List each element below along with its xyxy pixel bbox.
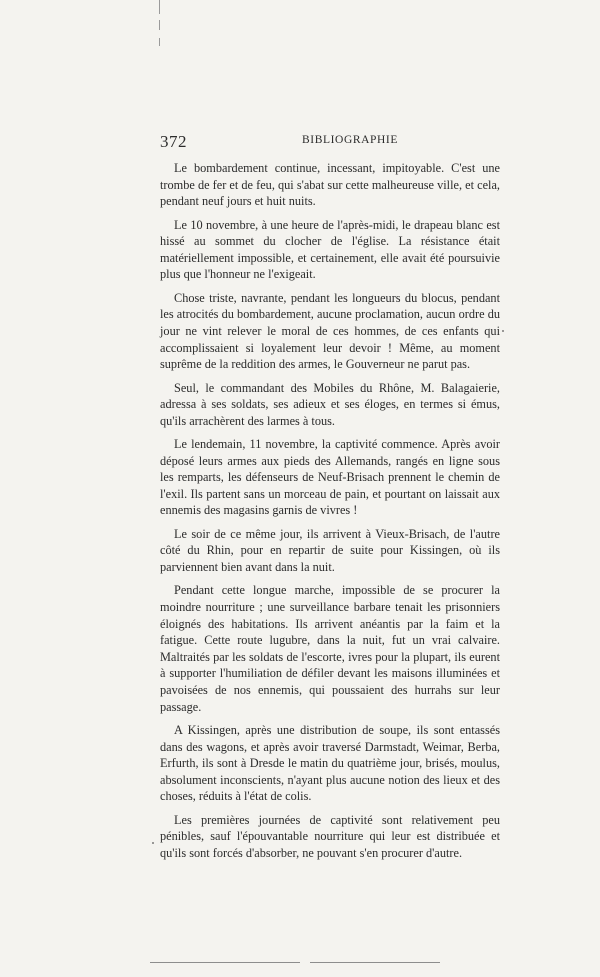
paragraph: Le 10 novembre, à une heure de l'après-midi, le drapeau blanc est hissé au sommet du clocher de l'église. La résistance était matériellement impossible, et certainement, elle avait été poursuivie plus que l'honneur ne l'exigeait. — [160, 217, 500, 282]
paragraph: Les premières journées de captivité sont relativement peu pénibles, sauf l'épouvantable nourriture qui leur est distribuée et qu'ils sont forcés d'absorber, ne pouvant s'en procurer d'autre. — [160, 812, 500, 860]
running-head: BIBLIOGRAPHIE — [302, 134, 398, 146]
bottom-rule-right — [310, 962, 440, 963]
paragraph: Chose triste, navrante, pendant les longueurs du blocus, pendant les atrocités du bombardement, aucune proclamation, aucun ordre du jour ne vint relever le moral de ces hommes, de ces enfants qui accomplissaient si loyalement leur devoir ! Même, au moment suprême de la reddition des armes, le Gouverneur ne parut pas. — [160, 290, 500, 372]
margin-tick — [159, 38, 160, 46]
top-margin-marks — [157, 0, 163, 60]
margin-tick — [159, 20, 160, 30]
paragraph: A Kissingen, après une distribution de soupe, ils sont entassés dans des wagons, et après avoir traversé Darmstadt, Weimar, Berba, Erfurth, ils sont à Dresde le matin du quatrième jour, brisés, moulus, absolument inconscients, n'ayant plus aucune notion des lieux et des choses, réduits à l'état de colis. — [160, 722, 500, 804]
stray-mark — [152, 842, 154, 844]
page-number: 372 — [160, 132, 187, 151]
paragraph: Pendant cette longue marche, impossible de se procurer la moindre nourriture ; une surveillance barbare tenait les prisonniers éloignés des habitations. Ils arrivent anéantis par la faim et la fatigue. Cette route lugubre, dans la nuit, fut un vrai calvaire. Maltraités par les soldats de l'escorte, ivres pour la plupart, ils eurent à supporter l'humiliation de défiler devant les maisons illuminées et pavoisées de nos ennemis, qui poussaient des hurrahs sur leur passage. — [160, 583, 500, 714]
paragraph: Seul, le commandant des Mobiles du Rhône, M. Balagaierie, adressa à ses soldats, ses adieux et ses éloges, en termes si émus, qu'ils arrachèrent des larmes à tous. — [160, 380, 500, 428]
paragraph: Le bombardement continue, incessant, impitoyable. C'est une trombe de fer et de feu, qui s'abat sur cette malheureuse ville, et cela, pendant neuf jours et huit nuits. — [160, 161, 500, 209]
page-header — [160, 132, 500, 152]
stray-mark — [502, 330, 504, 332]
body-text — [160, 160, 500, 868]
margin-tick — [159, 0, 160, 14]
paragraph: Le lendemain, 11 novembre, la captivité commence. Après avoir déposé leurs armes aux pieds des Allemands, rangés en ligne sous les remparts, les défenseurs de Neuf-Brisach prennent le chemin de l'exil. Ils partent sans un morceau de pain, et pourtant on laissait aux ennemis des magasins garnis de vivres ! — [160, 437, 500, 518]
bottom-rule-left — [150, 962, 300, 963]
paragraph: Le soir de ce même jour, ils arrivent à Vieux-Brisach, de l'autre côté du Rhin, pour en repartir de suite pour Kissingen, où ils parviennent bien avant dans la nuit. — [160, 526, 500, 575]
